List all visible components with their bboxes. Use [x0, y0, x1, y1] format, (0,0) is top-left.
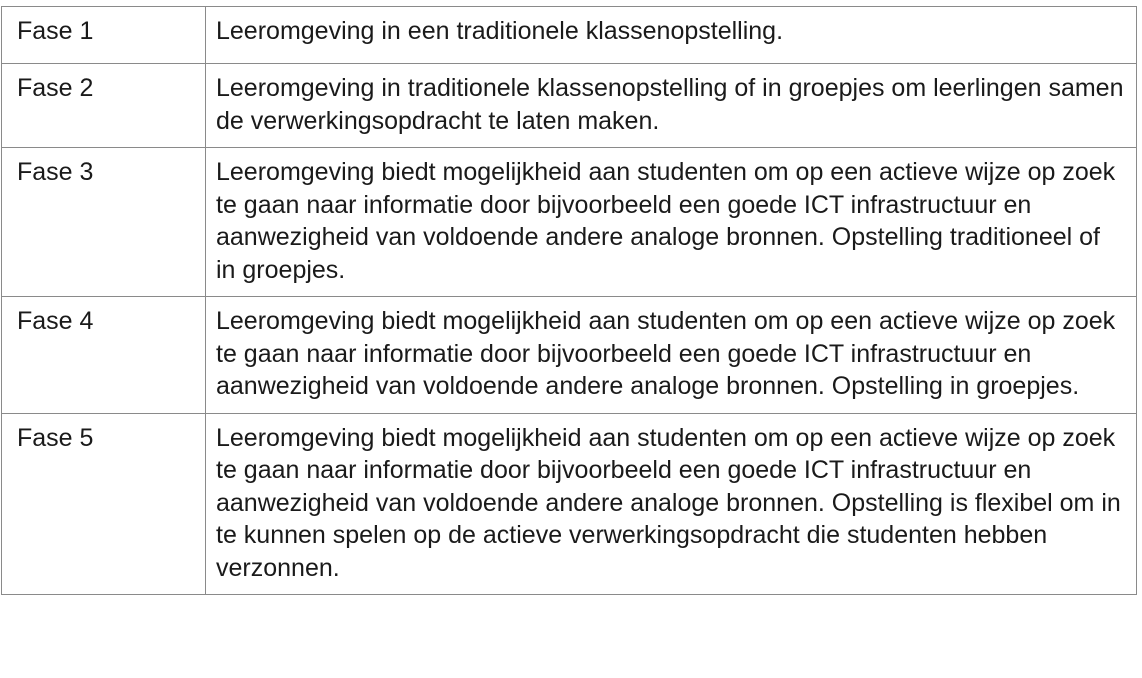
- phase-description: Leeromgeving in traditionele klassenopstelling of in groepjes om leerlingen samen de verwerkingsopdracht te laten maken.: [206, 64, 1137, 148]
- table-row: [2, 297, 1137, 414]
- phase-description: Leeromgeving biedt mogelijkheid aan studenten om op een actieve wijze op zoek te gaan naar informatie door bijvoorbeeld een goede ICT infrastructuur en aanwezigheid van voldoende andere analoge bronnen. Opstelling is flexibel om in te kunnen spelen op de actieve verwerkingsopdracht die studenten hebben verzonnen.: [206, 413, 1137, 595]
- table-row: [2, 148, 1137, 297]
- phase-label: Fase 5: [2, 413, 206, 595]
- phase-label: Fase 4: [2, 297, 206, 414]
- phase-label: Fase 3: [2, 148, 206, 297]
- phase-description: Leeromgeving biedt mogelijkheid aan studenten om op een actieve wijze op zoek te gaan naar informatie door bijvoorbeeld een goede ICT infrastructuur en aanwezigheid van voldoende andere analoge bronnen. Opstelling traditioneel of in groepjes.: [206, 148, 1137, 297]
- phase-description: Leeromgeving in een traditionele klassenopstelling.: [206, 7, 1137, 64]
- table-row: [2, 64, 1137, 148]
- phase-description: Leeromgeving biedt mogelijkheid aan studenten om op een actieve wijze op zoek te gaan naar informatie door bijvoorbeeld een goede ICT infrastructuur en aanwezigheid van voldoende andere analoge bronnen. Opstelling in groepjes.: [206, 297, 1137, 414]
- phase-table: [1, 6, 1137, 595]
- phase-label: Fase 2: [2, 64, 206, 148]
- phase-label: Fase 1: [2, 7, 206, 64]
- table-row: [2, 7, 1137, 64]
- table-row: [2, 413, 1137, 595]
